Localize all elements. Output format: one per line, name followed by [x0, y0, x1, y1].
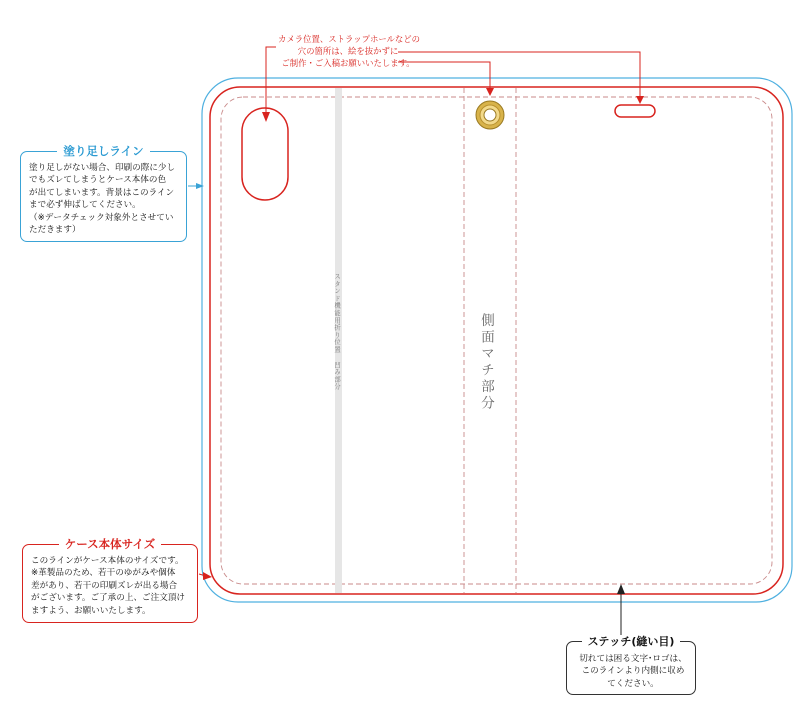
- case-size-callout: [22, 537, 198, 623]
- bleed-callout-line: でもズレてしまうとケース本体の色: [29, 175, 167, 186]
- bleed-callout-line: が出てしまいます。背景はこのライン: [29, 187, 175, 198]
- stitch-callout-body: [573, 653, 693, 690]
- camera-cutout: [242, 108, 288, 200]
- side-gusset-label: 側面マチ部分: [478, 313, 494, 412]
- stitch-callout-title: ステッチ(縫い目): [582, 635, 681, 648]
- case-size-callout-title: ケース本体サイズ: [59, 537, 162, 551]
- stand-fold-label: スタンド機能用折り位置 凹み部分: [333, 273, 340, 391]
- case-size-callout-body: [31, 555, 195, 617]
- stitch-callout-line: 切れては困る文字･ロゴは、: [579, 654, 687, 664]
- bleed-callout-line: （※データチェック対象外とさせてい: [29, 212, 174, 223]
- bleed-line: [202, 78, 792, 602]
- bleed-callout-line: 塗り足しがない場合、印刷の際に少し: [29, 163, 176, 173]
- camera-note-line: カメラ位置、ストラップホールなどの: [278, 34, 421, 44]
- case-size-callout-line: このラインがケース本体のサイズです。: [31, 556, 184, 566]
- bleed-callout-line: まで必ず伸ばしてください。: [29, 200, 141, 211]
- stitch-callout-line: このラインより内側に収め: [581, 666, 685, 677]
- case-size-callout-line: 差があり、若干の印刷ズレが出る場合: [31, 580, 178, 591]
- case-size-callout-line: ますよう、お願いいたします。: [31, 605, 151, 616]
- case-outline: [210, 87, 783, 594]
- stitch-line: [221, 97, 772, 584]
- case-pointer: [199, 572, 212, 580]
- camera-note-line: ご制作・ご入稿お願いいたします。: [281, 58, 415, 68]
- eyelet-icon: [476, 101, 504, 129]
- camera-note-line: 穴の箇所は、絵を抜かずに: [297, 46, 399, 56]
- case-size-callout-line: がございます。ご了承の上、ご注文頂け: [31, 593, 186, 604]
- camera-note-arrowheads: [262, 88, 644, 122]
- camera-note: [278, 33, 421, 69]
- strap-hole: [615, 105, 655, 117]
- bleed-callout: [20, 144, 187, 242]
- stitch-callout-line: てください。: [607, 678, 659, 689]
- bleed-callout-body: [29, 162, 185, 236]
- bleed-callout-line: ただきます）: [29, 225, 81, 236]
- bleed-callout-title: 塗り足しライン: [57, 144, 149, 158]
- case-size-callout-line: ※革製品のため、若干のゆがみや個体: [31, 568, 176, 579]
- stitch-pointer: [617, 584, 625, 640]
- stitch-callout: [566, 635, 696, 695]
